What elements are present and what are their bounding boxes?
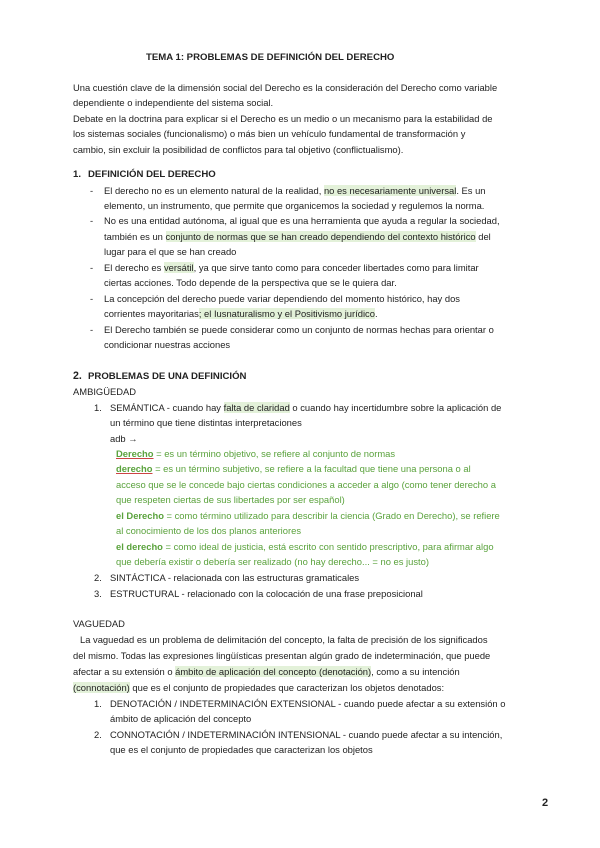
text-run: . Es un [456, 185, 486, 196]
definition-4-line-2: que debería existir o debería ser realizado (no hay derecho... = no es justo) [116, 556, 429, 567]
text-run: o cuando hay incertidumbre sobre la aplicación de [289, 402, 502, 413]
definition-2-line-3: que respeten ciertas de sus libertades por ser español) [116, 494, 345, 505]
highlight: ámbito de aplicación del concepto (denotación) [175, 666, 372, 677]
text-run: afectar a su extensión o [73, 666, 176, 677]
definition-term: el derecho [116, 541, 163, 552]
text-run: corrientes mayoritarias [104, 308, 199, 319]
bullet-marker: - [90, 215, 94, 226]
text-run: también es un [104, 231, 166, 242]
item-number: 2. [94, 572, 102, 583]
text-run: = es un término subjetivo, se refiere a la facultad que tiene una persona o al [152, 463, 471, 474]
definition-term: derecho [116, 463, 153, 474]
bullet-marker: - [90, 293, 94, 304]
definition-term: el Derecho [116, 510, 164, 521]
bullet-marker: - [90, 324, 94, 335]
item-number: 1. [94, 402, 102, 413]
definition-3-line-2: al conocimiento de los dos planos anteriores [116, 525, 302, 536]
highlight: (connotación) [73, 682, 130, 693]
page-number: 2 [542, 797, 549, 809]
definition-1 [116, 448, 395, 459]
estructural-item: ESTRUCTURAL - relacionado con la colocación de una frase preposicional [110, 588, 423, 599]
bullet-5-line-2: condicionar nuestras acciones [104, 339, 231, 350]
text-run: , como a su intención [371, 666, 460, 677]
bullet-marker: - [90, 185, 94, 196]
highlight: no es necesariamente universal [323, 185, 457, 196]
item-number: 2. [94, 729, 102, 740]
text-run: = es un término objetivo, se refiere al conjunto de normas [153, 448, 396, 459]
section-1-heading: DEFINICIÓN DEL DERECHO [88, 169, 216, 180]
text-run: . [374, 308, 378, 319]
section-2-number: 2. [73, 370, 82, 382]
text-run: El derecho es [104, 262, 164, 273]
ambiguedad-heading: AMBIGÜEDAD [73, 386, 137, 397]
definition-4-line-1 [116, 541, 494, 552]
section-2-heading: PROBLEMAS DE UNA DEFINICIÓN [88, 371, 247, 382]
intro-line-2: dependiente o independiente del sistema social. [73, 97, 274, 108]
text-run: = como ideal de justicia, está escrito con sentido prescriptivo, para afirmar algo [162, 541, 494, 552]
bullet-5-line-1: El Derecho también se puede considerar como un conjunto de normas hechas para orientar o [104, 324, 494, 335]
vaguedad-line-4 [73, 682, 444, 693]
bullet-2-line-2 [104, 231, 491, 242]
text-run: que es el conjunto de propiedades que caracterizan los objetos denotados: [129, 682, 445, 693]
definition-term: Derecho [116, 448, 154, 459]
denotacion-line-1: DENOTACIÓN / INDETERMINACIÓN EXTENSIONAL - cuando puede afectar a su extensión o [110, 698, 506, 709]
text-run: del [475, 231, 491, 242]
bullet-2-line-3: lugar para el que se han creado [104, 246, 237, 257]
bullet-3-line-2: ciertas acciones. Todo depende de la perspectiva que se le quiera dar. [104, 277, 397, 288]
vaguedad-line-2: del mismo. Todas las expresiones lingüísticas presentan algún grado de indeterminación, que puede [73, 650, 491, 661]
bullet-2-line-1: No es una entidad autónoma, al igual que es una herramienta que ayuda a regular la sociedad, [104, 215, 500, 226]
denotacion-line-2: ámbito de aplicación del concepto [110, 713, 252, 724]
bullet-marker: - [90, 262, 94, 273]
sintactica-item: SINTÁCTICA - relacionada con las estructuras gramaticales [110, 572, 360, 583]
intro-line-5: cambio, sin excluir la posibilidad de conflictos para tal objetivo (conflictualismo). [73, 144, 404, 155]
text-run: = como término utilizado para describir la ciencia (Grado en Derecho), se refiere [163, 510, 500, 521]
bullet-4-line-1: La concepción del derecho puede variar dependiendo del momento histórico, hay dos [104, 293, 460, 304]
vaguedad-line-1: La vaguedad es un problema de delimitación del concepto, la falta de precisión de los significados [80, 634, 488, 645]
intro-line-3: Debate en la doctrina para explicar si el Derecho es un medio o un mecanismo para la estabilidad de [73, 113, 493, 124]
page-title: TEMA 1: PROBLEMAS DE DEFINICIÓN DEL DERECHO [146, 52, 395, 63]
item-number: 3. [94, 588, 102, 599]
vaguedad-heading: VAGUEDAD [73, 618, 125, 629]
definition-3-line-1 [116, 510, 500, 521]
text-run: , ya que sirve tanto como para conceder libertades como para limitar [193, 262, 479, 273]
text-run: SEMÁNTICA - cuando hay [110, 402, 224, 413]
bullet-4-line-2 [104, 308, 378, 319]
semantica-line-1 [110, 402, 501, 413]
connotacion-line-1: CONNOTACIÓN / INDETERMINACIÓN INTENSIONAL - cuando puede afectar a su intención, [110, 729, 503, 740]
vaguedad-line-3 [73, 666, 460, 677]
semantica-line-2: un término que tiene distintas interpretaciones [110, 417, 302, 428]
bullet-1-line-1 [104, 185, 486, 196]
highlight: conjunto de normas que se han creado dependiendo del contexto histórico [165, 231, 476, 242]
highlight: falta de claridad [223, 402, 290, 413]
definition-2-line-1 [116, 463, 471, 474]
highlight: versátil [163, 262, 194, 273]
section-1-number: 1. [73, 169, 82, 180]
adb-note: adb → [110, 433, 138, 444]
highlight: ; el Iusnaturalismo y el Positivismo jurídico [198, 308, 375, 319]
connotacion-line-2: que es el conjunto de propiedades que caracterizan los objetos [110, 744, 373, 755]
bullet-3-line-1 [104, 262, 479, 273]
item-number: 1. [94, 698, 102, 709]
intro-line-4: los sistemas sociales (funcionalismo) o más bien un vehículo fundamental de transformación y [73, 128, 466, 139]
intro-line-1: Una cuestión clave de la dimensión social del Derecho es la consideración del Derecho como variable [73, 82, 498, 93]
definition-2-line-2: acceso que se le concede bajo ciertas condiciones a acceder a algo (como tener derecho a [116, 479, 496, 490]
bullet-1-line-2: elemento, un instrumento, que permite que organicemos la sociedad y regulemos la norma. [104, 200, 485, 211]
text-run: El derecho no es un elemento natural de la realidad, [104, 185, 324, 196]
